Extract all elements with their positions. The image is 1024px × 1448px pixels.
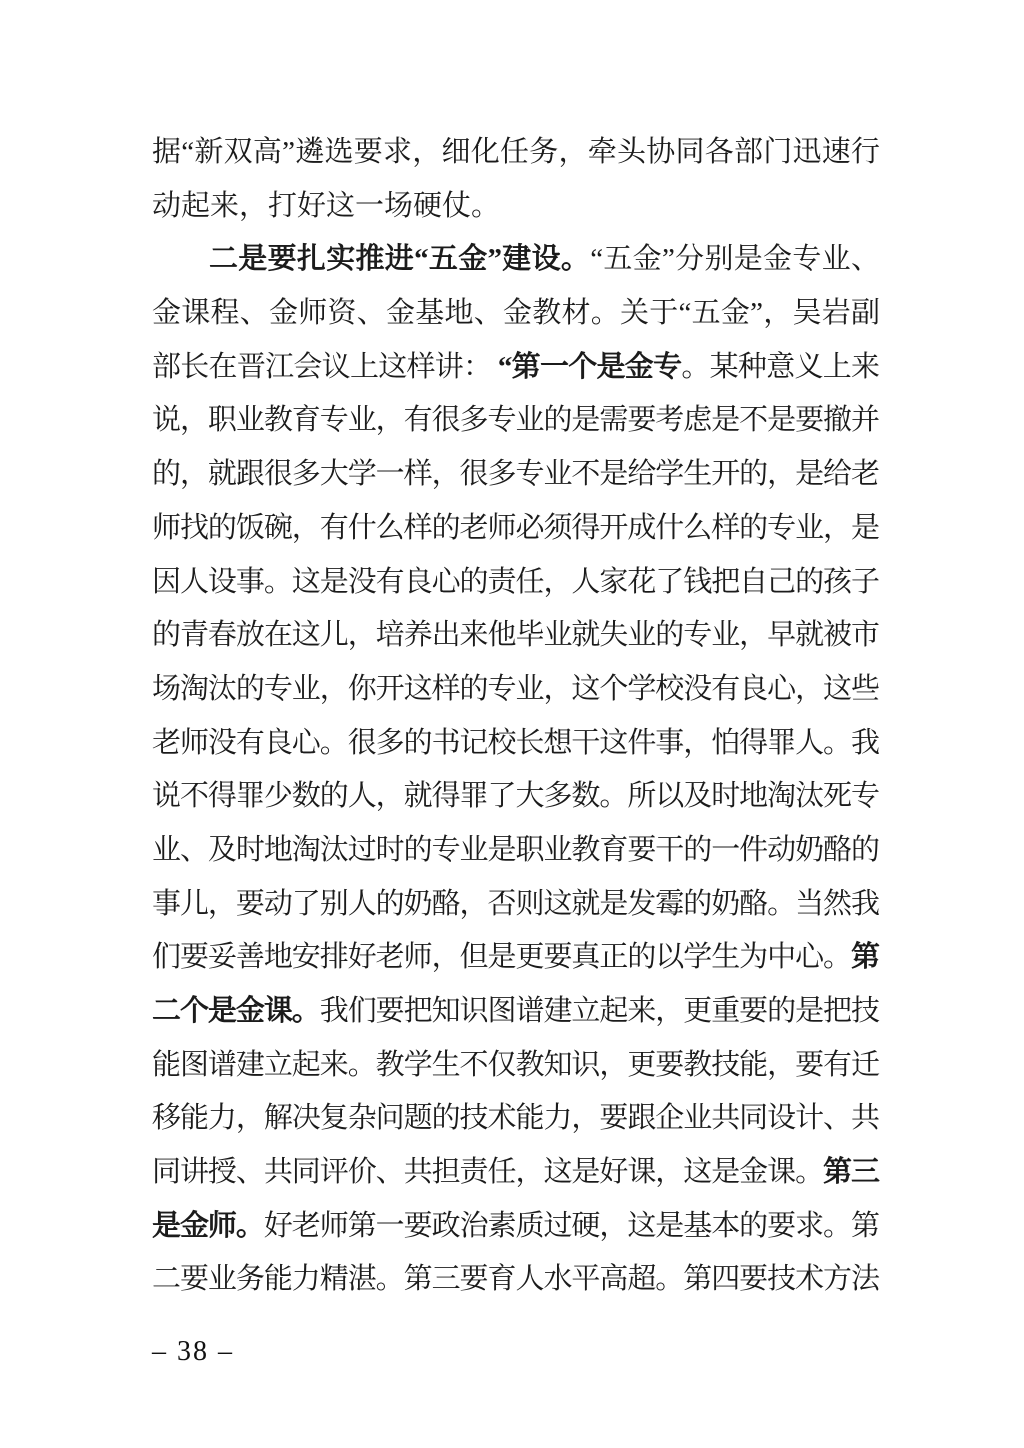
body-text: 场淘汰的专业，你开这样的专业，这个学校没有良心，这些: [152, 672, 879, 705]
body-text: 。某种意义上来: [681, 350, 880, 383]
body-text: 好老师第一要政治素质过硬，这是基本的要求。第: [263, 1209, 879, 1242]
emphasis-text: 第三: [823, 1156, 879, 1189]
body-text: 的，就跟很多大学一样，很多专业不是给学生开的，是给老: [152, 458, 879, 491]
emphasis-text: 二是要扎实推进“五金”建设。: [209, 243, 591, 276]
body-text: 动起来，打好这一场硬仗。: [152, 189, 501, 222]
text-line: [152, 126, 880, 180]
text-block: [152, 126, 880, 1307]
emphasis-text: 二个是金课。: [152, 995, 320, 1027]
body-text: 能图谱建立起来。教学生不仅教知识，更要教技能，要有迁: [152, 1048, 879, 1081]
body-text: 的青春放在这儿，培养出来他毕业就失业的专业，早就被市: [152, 619, 879, 652]
text-line: [152, 609, 880, 663]
text-line: [152, 931, 880, 985]
text-line: [152, 663, 880, 717]
body-text: 金课程、金师资、金基地、金教材。关于“五金”，吴岩副: [152, 297, 881, 330]
body-text: 说不得罪少数的人，就得罪了大多数。所以及时地淘汰死专: [152, 780, 879, 813]
text-line: [152, 180, 880, 234]
body-text: 二要业务能力精湛。第三要育人水平高超。第四要技术方法: [152, 1263, 879, 1296]
emphasis-text: 是金师。: [152, 1209, 264, 1242]
body-text: 移能力，解决复杂问题的技术能力，要跟企业共同设计、共: [152, 1102, 879, 1135]
text-line: [152, 556, 880, 610]
body-text: 业、及时地淘汰过时的专业是职业教育要干的一件动奶酪的: [152, 833, 879, 866]
body-text: 们要妥善地安排好老师，但是更要真正的以学生为中心。: [152, 941, 852, 974]
text-line: [152, 233, 880, 287]
text-line: [152, 1146, 880, 1200]
emphasis-text: “第一个是金专: [497, 350, 682, 383]
body-text: 事儿，要动了别人的奶酪，否则这就是发霉的奶酪。当然我: [152, 887, 879, 920]
emphasis-text: 第: [851, 941, 879, 974]
body-text: 说，职业教育专业，有很多专业的是需要考虑是不是要撤并: [152, 404, 879, 437]
text-line: [152, 717, 880, 771]
text-line: [152, 448, 880, 502]
page-number: – 38 –: [152, 1336, 234, 1367]
body-text: 据“新双高”遴选要求，细化任务，牵头协同各部门迅速行: [152, 136, 881, 168]
text-line: [152, 502, 880, 556]
body-text: 部长在晋江会议上这样讲：: [152, 350, 498, 383]
text-line: [152, 1092, 880, 1146]
text-line: [152, 394, 880, 448]
body-text: 我们要把知识图谱建立起来，更重要的是把技: [319, 995, 879, 1027]
text-line: [152, 770, 880, 824]
body-text: 老师没有良心。很多的书记校长想干这件事，怕得罪人。我: [152, 726, 879, 759]
body-text: “五金”分别是金专业、: [590, 243, 881, 276]
text-line: [152, 1253, 880, 1307]
text-line: [152, 341, 880, 395]
text-line: [152, 287, 880, 341]
body-text: 师找的饭碗，有什么样的老师必须得开成什么样的专业，是: [152, 511, 879, 544]
body-text: 因人设事。这是没有良心的责任，人家花了钱把自己的孩子: [152, 565, 879, 598]
body-text: 同讲授、共同评价、共担责任，这是好课，这是金课。: [152, 1156, 824, 1189]
text-line: [152, 824, 880, 878]
text-line: [152, 878, 880, 932]
text-line: [152, 1039, 880, 1093]
text-line: [152, 1200, 880, 1254]
text-line: [152, 985, 880, 1039]
